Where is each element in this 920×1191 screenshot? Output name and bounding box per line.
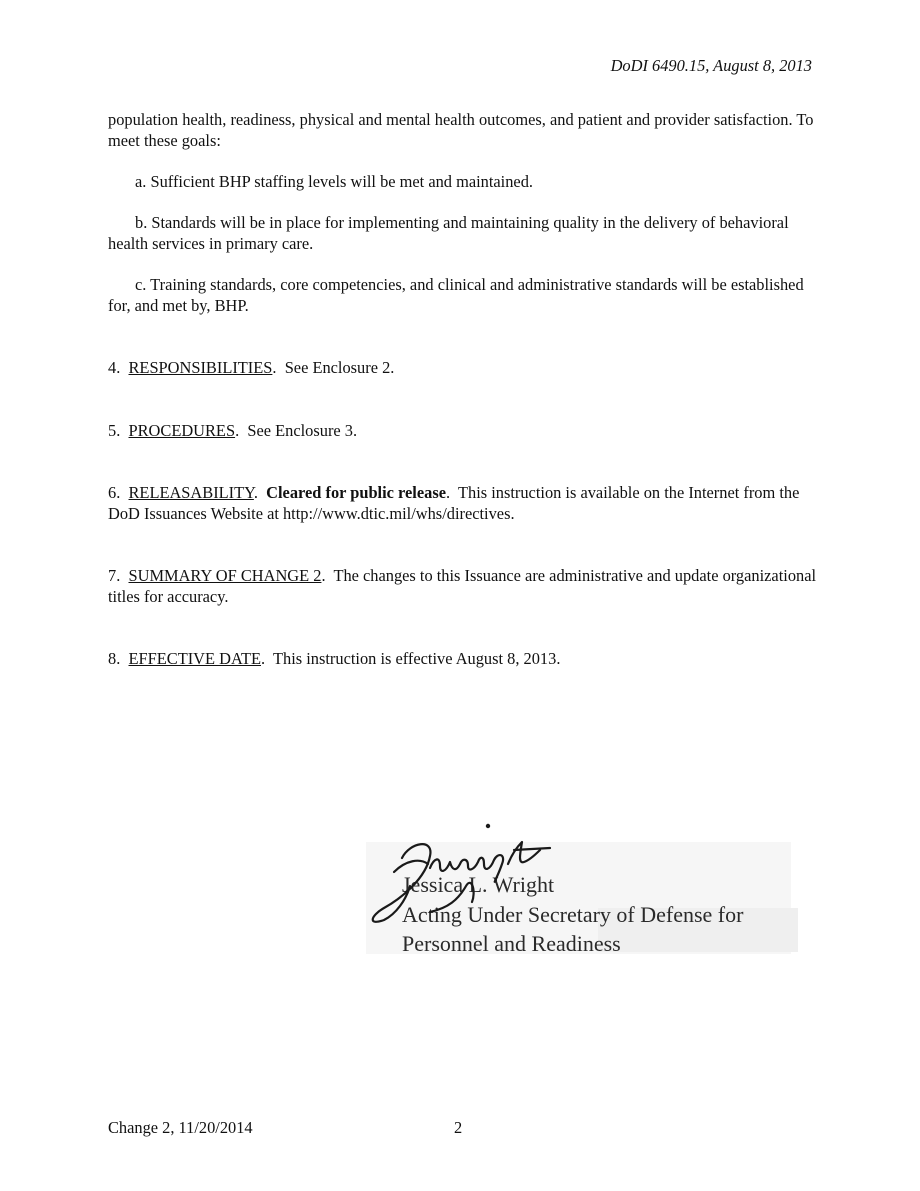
section-body: See Enclosure 3. bbox=[247, 421, 358, 440]
section-number: 4. bbox=[108, 358, 121, 377]
section-number: 6. bbox=[108, 483, 121, 502]
signatory-name: Jessica L. Wright bbox=[402, 872, 555, 897]
section-heading: EFFECTIVE DATE bbox=[128, 649, 261, 668]
handwritten-signature bbox=[362, 820, 802, 965]
page-number: 2 bbox=[454, 1118, 463, 1137]
document-header: DoDI 6490.15, August 8, 2013 bbox=[610, 56, 812, 75]
signatory-title-line-2: Personnel and Readiness bbox=[402, 931, 621, 956]
section-releasability: 6. RELEASABILITY. Cleared for public release. This instruction is available on the Internet from the DoD Issuances Website at http://www.dtic.mil/whs/directives. bbox=[108, 483, 800, 523]
section-body: This instruction is available on the Internet from the DoD Issuances Website at http://www.dtic.mil/whs/directives. bbox=[108, 483, 800, 523]
section-number: 8. bbox=[108, 649, 121, 668]
section-bold-body: Cleared for public release bbox=[266, 483, 446, 502]
section-heading: PROCEDURES bbox=[128, 421, 236, 440]
signature-block bbox=[362, 820, 802, 965]
section-number: 7. bbox=[108, 566, 121, 585]
section-heading: RESPONSIBILITIES bbox=[128, 358, 273, 377]
section-heading: RELEASABILITY bbox=[128, 483, 254, 502]
goal-b: b. Standards will be in place for implementing and maintaining quality in the delivery of behavioral health services in primary care. bbox=[108, 213, 789, 253]
footer-change-note: Change 2, 11/20/2014 bbox=[108, 1118, 253, 1137]
section-number: 5. bbox=[108, 421, 121, 440]
goal-a: a. Sufficient BHP staffing levels will be met and maintained. bbox=[135, 172, 534, 191]
section-effective-date: 8. EFFECTIVE DATE. This instruction is effective August 8, 2013. bbox=[108, 649, 561, 668]
section-heading: SUMMARY OF CHANGE 2 bbox=[128, 566, 322, 585]
section-summary-of-change: 7. SUMMARY OF CHANGE 2. The changes to this Issuance are administrative and update organizational titles for accuracy. bbox=[108, 566, 817, 606]
intro-paragraph: population health, readiness, physical and mental health outcomes, and patient and provider satisfaction. To meet these goals: bbox=[108, 110, 814, 150]
section-body: The changes to this Issuance are administrative and update organizational titles for accuracy. bbox=[108, 566, 817, 606]
section-responsibilities: 4. RESPONSIBILITIES. See Enclosure 2. bbox=[108, 358, 395, 377]
section-body: This instruction is effective August 8, 2013. bbox=[273, 649, 561, 668]
section-procedures: 5. PROCEDURES. See Enclosure 3. bbox=[108, 421, 358, 440]
goal-c: c. Training standards, core competencies, and clinical and administrative standards will be established for, and met by, BHP. bbox=[108, 275, 804, 315]
section-body: See Enclosure 2. bbox=[284, 358, 395, 377]
signatory-title-line-1: Acting Under Secretary of Defense for bbox=[402, 902, 744, 927]
